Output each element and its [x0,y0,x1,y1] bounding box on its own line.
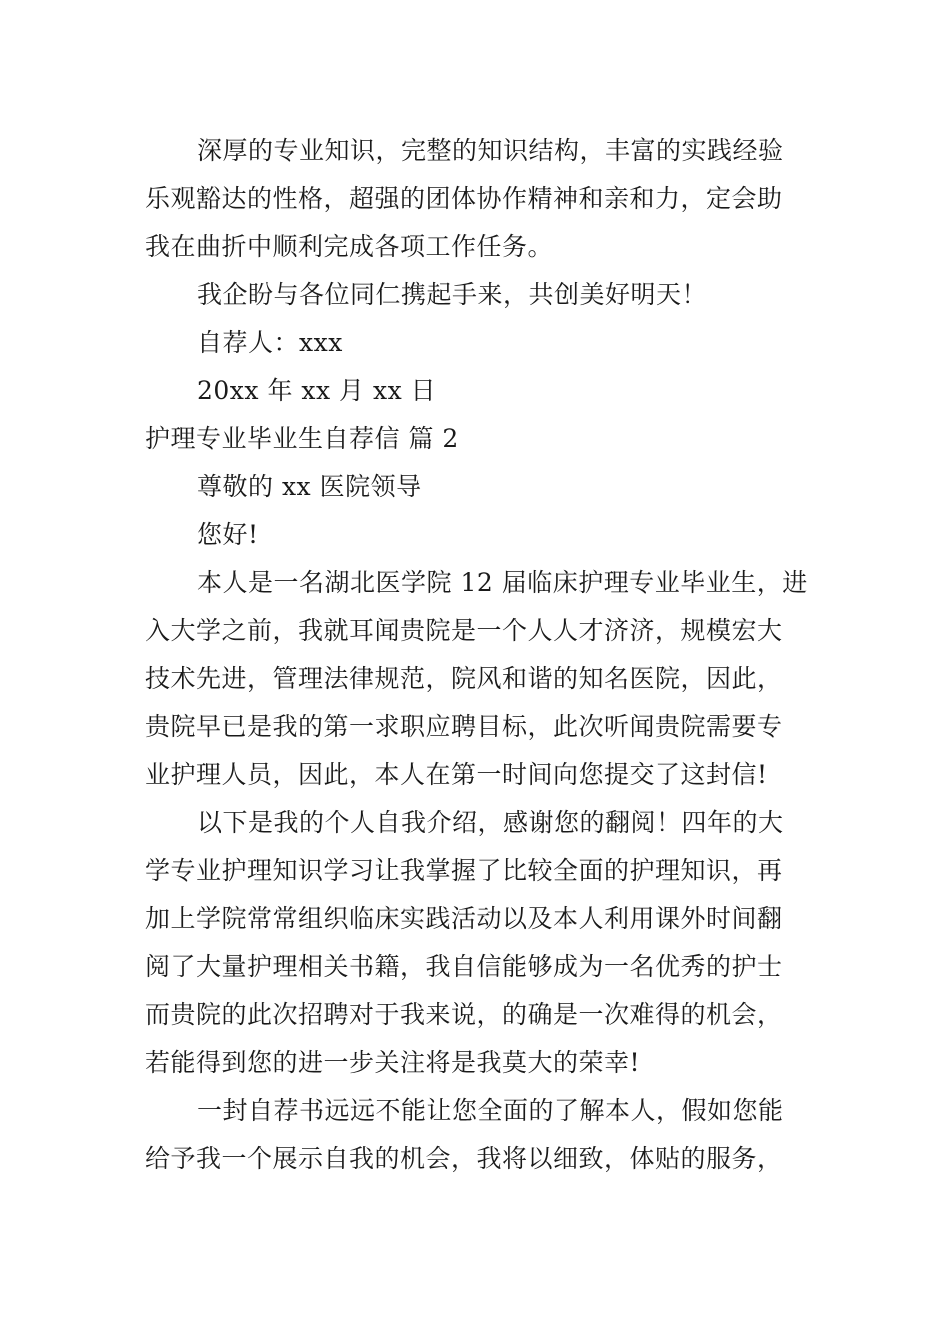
section-title: 护理专业毕业生自荐信 篇 2 [145,424,459,453]
paragraph-line: 而贵院的此次招聘对于我来说，的确是一次难得的机会， [145,1000,783,1029]
greeting-line: 您好! [197,520,259,549]
paragraph-line: 加上学院常常组织临床实践活动以及本人利用课外时间翻 [145,904,783,933]
paragraph-line: 贵院早已是我的第一求职应聘目标，此次听闻贵院需要专 [145,712,783,741]
paragraph-line: 业护理人员，因此，本人在第一时间向您提交了这封信! [145,760,768,789]
paragraph-line: 以下是我的个人自我介绍，感谢您的翻阅！四年的大 [197,808,784,837]
paragraph-line: 乐观豁达的性格，超强的团体协作精神和亲和力，定会助 [145,184,783,213]
document-body [145,127,815,1183]
date-line: 20xx 年 xx 月 xx 日 [197,376,437,405]
salutation-line: 尊敬的 xx 医院领导 [197,472,422,501]
paragraph-line: 我在曲折中顺利完成各项工作任务。 [145,232,554,261]
paragraph-line: 若能得到您的进一步关注将是我莫大的荣幸! [145,1048,641,1077]
paragraph-line: 学专业护理知识学习让我掌握了比较全面的护理知识，再 [145,856,783,885]
signature-line: 自荐人：xxx [197,328,343,357]
paragraph-line: 技术先进，管理法律规范，院风和谐的知名医院，因此， [145,664,783,693]
paragraph-line: 本人是一名湖北医学院 12 届临床护理专业毕业生，进 [197,568,808,597]
paragraph-line: 入大学之前，我就耳闻贵院是一个人人才济济，规模宏大 [145,616,783,645]
paragraph-line: 阅了大量护理相关书籍，我自信能够成为一名优秀的护士 [145,952,783,981]
paragraph-line: 给予我一个展示自我的机会，我将以细致，体贴的服务， [145,1144,783,1173]
paragraph-line: 一封自荐书远远不能让您全面的了解本人，假如您能 [197,1096,784,1125]
paragraph-line: 深厚的专业知识，完整的知识结构，丰富的实践经验 [197,136,784,165]
closing-line: 我企盼与各位同仁携起手来，共创美好明天！ [197,280,708,309]
